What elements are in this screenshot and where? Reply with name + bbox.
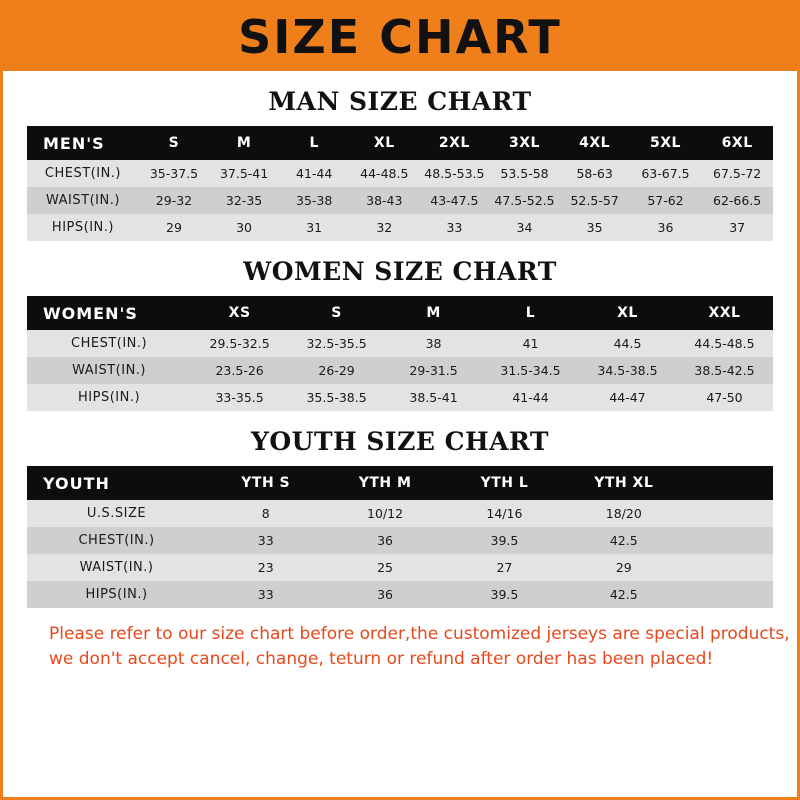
column-header: YTH L: [445, 466, 564, 500]
table-cell: 67.5-72: [713, 166, 762, 181]
column-header: XXL: [676, 296, 773, 330]
table-row: [27, 330, 773, 357]
column-header: 5XL: [630, 126, 702, 160]
table-cell: 10/12: [367, 506, 404, 521]
women-size-table: [27, 296, 773, 411]
table-cell: 43-47.5: [430, 193, 479, 208]
table-cell: 47-50: [706, 390, 743, 405]
table-cell: 29: [615, 560, 632, 575]
notice-line-1: Please refer to our size chart before order,the customized jerseys are special products,: [49, 624, 790, 644]
youth-section-title: YOUTH SIZE CHART: [251, 427, 549, 456]
table-cell: 25: [377, 560, 394, 575]
table-cell: 42.5: [609, 587, 638, 602]
table-cell: 14/16: [486, 506, 523, 521]
table-cell-spacer: [683, 581, 773, 608]
notice-text: [27, 608, 790, 677]
table-cell: 29: [166, 220, 182, 235]
table-cell: 33: [257, 587, 274, 602]
table-cell: 32-35: [225, 193, 263, 208]
table-cell: 32: [376, 220, 393, 235]
table-row: [27, 187, 773, 214]
table-cell: 32.5-35.5: [306, 336, 367, 351]
table-cell-spacer: [683, 527, 773, 554]
table-cell: 62-66.5: [713, 193, 762, 208]
column-header: XS: [191, 296, 288, 330]
table-cell: 33: [257, 533, 274, 548]
row-header: HIPS(IN.): [85, 587, 148, 602]
column-header: L: [482, 296, 579, 330]
table-cell: 47.5-52.5: [494, 193, 555, 208]
table-row: [27, 384, 773, 411]
banner: [3, 3, 797, 71]
table-cell: 41-44: [296, 166, 333, 181]
table-cell: 38-43: [366, 193, 403, 208]
column-header: YOUTH: [27, 466, 206, 500]
table-cell-spacer: [683, 554, 773, 581]
column-header: 2XL: [419, 126, 489, 160]
table-row: [27, 554, 773, 581]
column-header: WOMEN'S: [27, 296, 191, 330]
table-row: [27, 500, 773, 527]
table-cell: 31: [306, 220, 323, 235]
table-cell: 53.5-58: [500, 166, 549, 181]
table-cell: 52.5-57: [570, 193, 619, 208]
table-row: [27, 160, 773, 187]
table-cell-spacer: [683, 500, 773, 527]
table-cell: 31.5-34.5: [500, 363, 561, 378]
column-header: L: [279, 126, 349, 160]
table-cell: 29.5-32.5: [209, 336, 270, 351]
column-header: MEN'S: [27, 126, 139, 160]
row-header: WAIST(IN.): [72, 363, 147, 378]
table-header-row: [27, 296, 773, 330]
table-cell: 23.5-26: [215, 363, 264, 378]
table-cell: 44-48.5: [360, 166, 409, 181]
row-header: HIPS(IN.): [78, 390, 141, 405]
table-cell: 44.5-48.5: [694, 336, 755, 351]
table-cell: 38.5-41: [409, 390, 458, 405]
page-title: SIZE CHART: [238, 10, 562, 64]
column-header: 6XL: [701, 126, 773, 160]
youth-size-table: [27, 466, 773, 608]
row-header: WAIST(IN.): [46, 193, 120, 208]
men-section-title: MAN SIZE CHART: [268, 87, 532, 116]
table-header-row: [27, 466, 773, 500]
table-cell: 36: [657, 220, 674, 235]
notice-line-2: we don't accept cancel, change, teturn or refund after order has been placed!: [49, 648, 714, 669]
table-cell: 37.5-41: [219, 166, 269, 181]
table-cell: 57-62: [647, 193, 684, 208]
table-cell: 39.5: [490, 587, 519, 602]
table-cell: 41-44: [512, 390, 549, 405]
table-cell: 30: [236, 220, 253, 235]
column-header: YTH XL: [564, 466, 683, 500]
men-size-table: [27, 126, 773, 241]
table-cell: 44-47: [609, 390, 646, 405]
column-header: 4XL: [560, 126, 630, 160]
row-header: CHEST(IN.): [71, 336, 148, 351]
column-header-spacer: [683, 466, 773, 500]
table-row: [27, 214, 773, 241]
table-cell: 35: [586, 220, 603, 235]
table-cell: 33-35.5: [215, 390, 264, 405]
table-row: [27, 581, 773, 608]
table-cell: 8: [261, 506, 270, 521]
row-header: HIPS(IN.): [51, 220, 114, 235]
table-cell: 37: [729, 220, 746, 235]
column-header: S: [139, 126, 209, 160]
column-header: YTH M: [325, 466, 444, 500]
column-header: YTH S: [206, 466, 325, 500]
row-header: CHEST(IN.): [78, 533, 155, 548]
row-header: U.S.SIZE: [86, 506, 147, 521]
column-header: 3XL: [489, 126, 559, 160]
table-cell: 29-31.5: [409, 363, 458, 378]
table-cell: 38: [425, 336, 442, 351]
table-row: [27, 527, 773, 554]
table-cell: 33: [446, 220, 463, 235]
table-cell: 34: [516, 220, 533, 235]
table-row: [27, 357, 773, 384]
table-cell: 48.5-53.5: [424, 166, 485, 181]
row-header: CHEST(IN.): [44, 166, 121, 181]
table-cell: 27: [496, 560, 513, 575]
row-header: WAIST(IN.): [79, 560, 154, 575]
table-cell: 36: [377, 533, 394, 548]
column-header: S: [288, 296, 385, 330]
table-cell: 18/20: [605, 506, 642, 521]
table-cell: 42.5: [609, 533, 638, 548]
table-cell: 23: [257, 560, 274, 575]
table-cell: 35-38: [296, 193, 333, 208]
column-header: M: [209, 126, 279, 160]
column-header: XL: [579, 296, 676, 330]
column-header: XL: [349, 126, 419, 160]
table-cell: 36: [377, 587, 394, 602]
table-cell: 63-67.5: [641, 166, 690, 181]
column-header: M: [385, 296, 482, 330]
table-cell: 34.5-38.5: [597, 363, 658, 378]
women-section-title: WOMEN SIZE CHART: [243, 257, 557, 286]
table-header-row: [27, 126, 773, 160]
table-cell: 58-63: [576, 166, 613, 181]
table-cell: 39.5: [490, 533, 519, 548]
content: [3, 71, 797, 797]
table-cell: 41: [522, 336, 539, 351]
table-cell: 26-29: [318, 363, 355, 378]
table-cell: 38.5-42.5: [694, 363, 755, 378]
table-cell: 35-37.5: [149, 166, 199, 181]
table-cell: 29-32: [155, 193, 193, 208]
table-cell: 35.5-38.5: [306, 390, 367, 405]
table-cell: 44.5: [613, 336, 642, 351]
